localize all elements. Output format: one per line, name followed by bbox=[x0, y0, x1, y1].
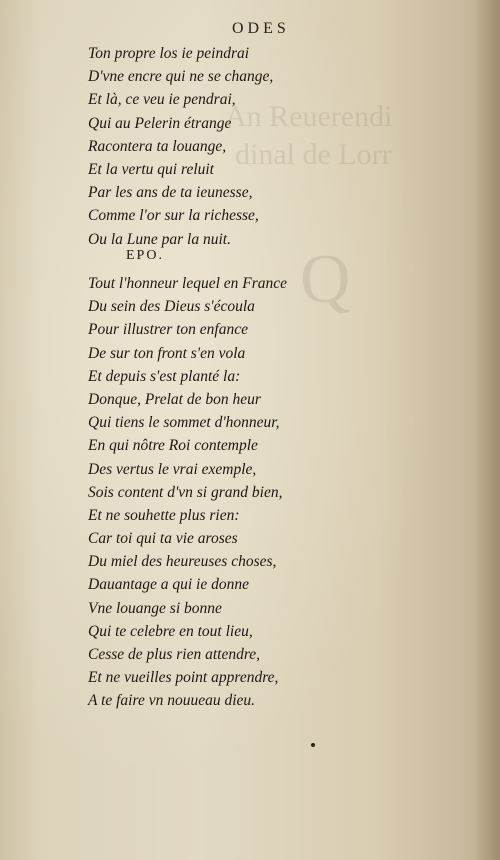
verse-line: Et depuis s'est planté la: bbox=[88, 367, 241, 385]
bleed-through-text: An Reuerendi bbox=[225, 100, 393, 133]
verse-line: Car toi qui ta vie aroses bbox=[88, 530, 238, 548]
verse-line: Qui te celebre en tout lieu, bbox=[88, 622, 253, 640]
verse-line: Qui tiens le sommet d'honneur, bbox=[88, 414, 280, 432]
verse-line: En qui nôtre Roi contemple bbox=[88, 437, 258, 455]
section-label: EPO. bbox=[126, 248, 164, 263]
verse-line: Du sein des Dieus s'écoula bbox=[88, 298, 255, 316]
verse-line: Racontera ta louange, bbox=[88, 137, 227, 155]
verse-line: D'vne encre qui ne se change, bbox=[88, 68, 274, 86]
verse-line: Dauantage a qui ie donne bbox=[88, 576, 250, 594]
bleed-through-ornament: Q bbox=[300, 241, 351, 318]
verse-line: Par les ans de ta ieunesse, bbox=[88, 184, 253, 202]
verse-line: Du miel des heureuses choses, bbox=[88, 553, 277, 571]
verse-line: Tout l'honneur lequel en France bbox=[88, 275, 288, 292]
verse-line: A te faire vn nouueau dieu. bbox=[88, 692, 256, 710]
verse-line: Sois content d'vn si grand bien, bbox=[88, 483, 283, 501]
page-edge-shadow bbox=[474, 0, 500, 860]
verse-line: Vne louange si bonne bbox=[88, 599, 222, 617]
verse-line: Et la vertu qui reluit bbox=[88, 160, 214, 178]
verse-line: De sur ton front s'en vola bbox=[88, 344, 246, 362]
stanza-one bbox=[88, 42, 348, 251]
verse-line: Cesse de plus rien attendre, bbox=[88, 646, 261, 663]
verse-line: Ou la Lune par la nuit. bbox=[88, 230, 231, 248]
bleed-through-text: dinal de Lorr bbox=[235, 138, 392, 171]
verse-line: Des vertus le vrai exemple, bbox=[88, 460, 257, 478]
verse-line: Qui au Pelerin étrange bbox=[88, 114, 232, 132]
running-head: ODES bbox=[232, 20, 290, 37]
verse-line: Et ne souhette plus rien: bbox=[88, 506, 240, 524]
stanza-two bbox=[88, 272, 348, 713]
verse-line: Ton propre los ie peindrai bbox=[88, 45, 250, 62]
verse-line: Pour illustrer ton enfance bbox=[88, 321, 249, 339]
verse-line: Et là, ce veu ie pendrai, bbox=[88, 91, 236, 109]
verse-line: Donque, Prelat de bon heur bbox=[88, 390, 261, 408]
verse-line: Comme l'or sur la richesse, bbox=[88, 207, 259, 225]
ink-dot bbox=[311, 743, 315, 747]
verse-line: Et ne vueilles point apprendre, bbox=[88, 669, 279, 687]
